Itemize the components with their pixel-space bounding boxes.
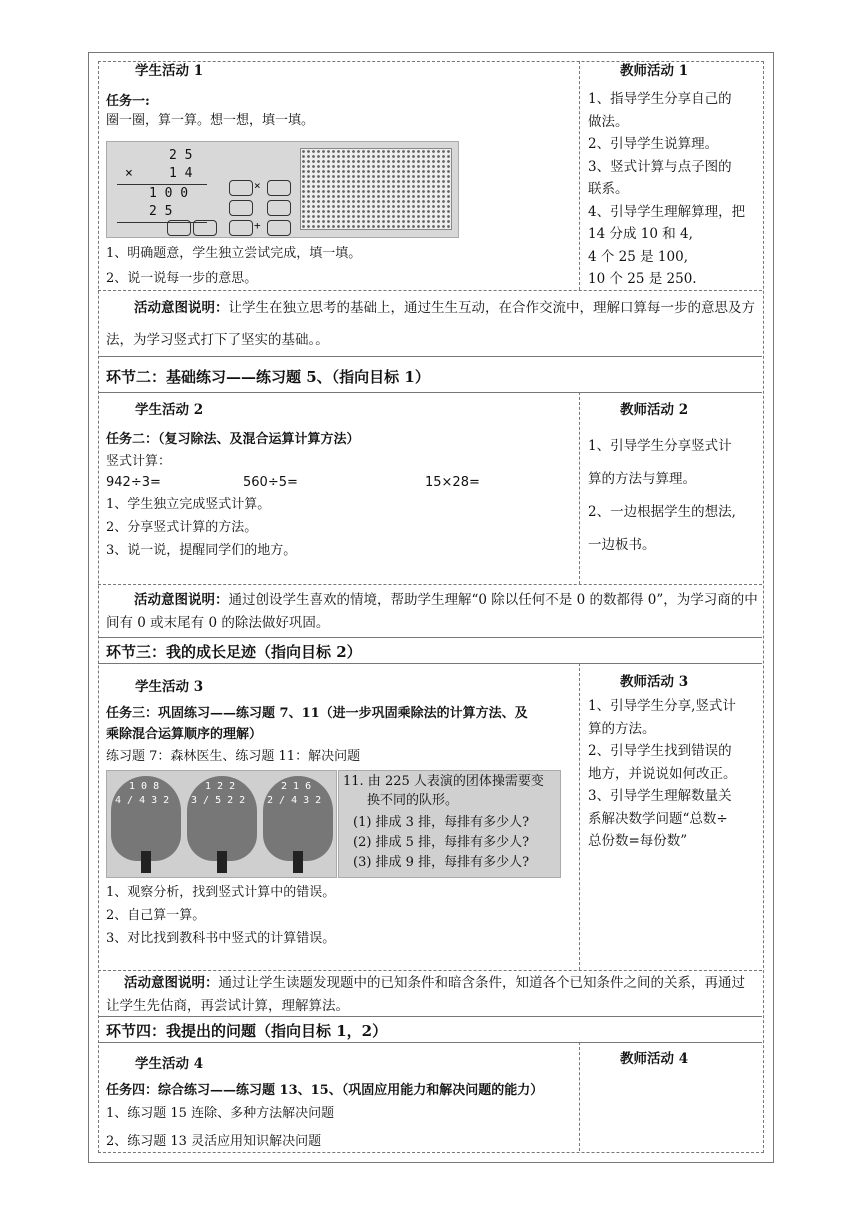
intent-text: 通过创设学生喜欢的情境，帮助学生理解“0 除以任何不是 0 的数都得 0”，为学习商的中间有 0 或末尾有 0 的除法做好巩固。	[106, 592, 758, 631]
answer-box	[229, 200, 253, 216]
teacher-item: 系解决数学问题“总数÷	[588, 810, 728, 827]
row-divider	[98, 584, 762, 585]
answer-box	[193, 220, 217, 236]
teacher-item: 1、引导学生分享,竖式计	[588, 698, 736, 714]
row-divider	[98, 356, 762, 357]
column-divider	[579, 61, 580, 290]
student-activity-title: 学生活动 1	[135, 63, 204, 79]
step-item: 2、练习题 13 灵活应用知识解决问题	[106, 1134, 322, 1149]
teacher-item: 做法。	[588, 113, 629, 130]
teacher-item: 10 个 25 是 250.	[588, 271, 697, 287]
intent-text: 让学生在独立思考的基础上，通过生生互动，在合作交流中，理解口算每一步的意思及方法，为学习竖式打下了坚实的基础。。	[106, 300, 755, 348]
teacher-item: 4 个 25 是 100,	[588, 248, 688, 265]
task-description: 圈一圈，算一算。想一想，填一填。	[106, 113, 315, 128]
teacher-item: 14 分成 10 和 4,	[588, 226, 693, 242]
problem-text: 11. 由 225 人表演的团体操需要变	[343, 774, 544, 789]
calculation-figure	[106, 141, 459, 238]
step-item: 1、观察分析，找到竖式计算中的错误。	[106, 885, 336, 900]
task-sub: 竖式计算：	[106, 454, 172, 469]
step-item: 1、明确题意，学生独立尝试完成，填一填。	[106, 246, 362, 261]
intent-paragraph	[106, 589, 758, 635]
row-divider	[98, 663, 762, 664]
student-activity-title: 学生活动 2	[135, 402, 204, 418]
teacher-item: 3、引导学生理解数量关	[588, 788, 732, 804]
answer-box	[267, 180, 291, 196]
teacher-activity-title: 教师活动 3	[620, 674, 689, 690]
step-item: 1、练习题 15 连除、多种方法解决问题	[106, 1106, 335, 1121]
teacher-item: 1、指导学生分享自己的	[588, 91, 732, 107]
expression: 560÷5=	[243, 475, 298, 490]
step-item: 1、学生独立完成竖式计算。	[106, 497, 271, 512]
task-sub: 练习题 7：森林医生、练习题 11：解决问题	[106, 749, 361, 764]
step-item: 2、分享竖式计算的方法。	[106, 520, 258, 535]
problem-question: (1) 排成 3 排，每排有多少人?	[353, 815, 530, 830]
tree-math: 1 2 2	[205, 781, 236, 792]
row-divider	[98, 970, 762, 971]
column-divider	[579, 392, 580, 584]
intent-label: 活动意图说明：	[134, 592, 229, 608]
calc-top: 2 5	[169, 148, 193, 163]
tree-trunk	[293, 851, 303, 873]
tree-trunk	[217, 851, 227, 873]
answer-box	[229, 220, 253, 236]
expression: 942÷3=	[106, 475, 161, 490]
task-label: 任务一:	[106, 94, 150, 109]
student-activity-title: 学生活动 4	[135, 1056, 204, 1072]
teacher-activity-title: 教师活动 4	[620, 1051, 689, 1067]
problem-text: 换不同的队形。	[367, 793, 459, 808]
intent-text: 通过让学生读题发现题中的已知条件和暗含条件，知道各个已知条件之间的关系，再通过让学生先估商，再尝试计算，理解算法。	[106, 975, 745, 1014]
teacher-activity-list	[588, 88, 758, 291]
times-sign: ×	[254, 179, 261, 192]
section-heading: 环节四：我提出的问题（指向目标 1，2）	[106, 1022, 388, 1040]
section-heading: 环节二：基础练习——练习题 5、（指向目标 1）	[106, 368, 430, 386]
calc-mult: 1 4	[169, 166, 193, 181]
calc-row2: 2 5	[149, 204, 173, 219]
row-divider	[98, 637, 762, 638]
step-item: 3、说一说，提醒同学们的地方。	[106, 543, 297, 558]
task-label: 任务三：巩固练习——练习题 7、11（进一步巩固乘除法的计算方法、及	[106, 706, 528, 721]
teacher-activity-title: 教师活动 1	[620, 63, 689, 79]
problem-11-image	[338, 770, 561, 878]
tree-math: 2 1 6	[281, 781, 312, 792]
student-activity-title: 学生活动 3	[135, 679, 204, 695]
row-divider	[98, 392, 762, 393]
teacher-item: 3、竖式计算与点子图的	[588, 158, 732, 175]
step-item: 3、对比找到教科书中竖式的计算错误。	[106, 931, 336, 946]
problem-question: (3) 排成 9 排，每排有多少人?	[353, 855, 530, 870]
calc-times: ×	[125, 166, 133, 181]
teacher-item: 2、引导学生说算理。	[588, 136, 719, 152]
answer-box	[267, 220, 291, 236]
column-divider	[579, 663, 580, 970]
calc-row1: 1 0 0	[149, 186, 189, 201]
teacher-item: 算的方法。	[588, 720, 656, 737]
tree-math: 1 0 8	[129, 781, 160, 792]
teacher-activity-list	[588, 695, 758, 853]
forest-doctor-image	[106, 770, 337, 878]
calc-line	[117, 184, 207, 185]
teacher-item: 2、引导学生找到错误的	[588, 743, 732, 759]
teacher-item: 1、引导学生分享竖式计	[588, 438, 732, 454]
task-label: 任务二：（复习除法、及混合运算计算方法）	[106, 432, 360, 447]
teacher-item: 总份数=每份数”	[588, 833, 688, 849]
teacher-activity-title: 教师活动 2	[620, 402, 689, 418]
step-item: 2、说一说每一步的意思。	[106, 271, 258, 286]
section-heading: 环节三：我的成长足迹（指向目标 2）	[106, 643, 362, 661]
teacher-item: 4、引导学生理解算理，把	[588, 203, 746, 220]
teacher-activity-list	[588, 430, 758, 562]
column-divider	[579, 1042, 580, 1151]
teacher-item: 2、一边根据学生的想法,	[588, 504, 736, 520]
intent-label: 活动意图说明：	[124, 975, 219, 991]
tree-math: 3 / 5 2 2	[191, 795, 246, 806]
tree-math: 4 / 4 3 2	[115, 795, 170, 806]
intent-paragraph	[106, 972, 758, 1018]
plus-sign: +	[254, 219, 261, 232]
teacher-item: 算的方法与算理。	[588, 471, 696, 487]
answer-box	[229, 180, 253, 196]
teacher-item: 地方，并说说如何改正。	[588, 765, 737, 782]
intent-label: 活动意图说明：	[134, 300, 229, 316]
intent-paragraph	[106, 292, 758, 356]
answer-box	[267, 200, 291, 216]
dot-array-diagram	[300, 148, 452, 230]
answer-box	[167, 220, 191, 236]
expression: 15×28=	[425, 475, 480, 490]
teacher-item: 一边板书。	[588, 537, 656, 553]
problem-question: (2) 排成 5 排，每排有多少人?	[353, 835, 530, 850]
row-divider	[98, 1042, 762, 1043]
tree-math: 2 / 4 3 2	[267, 795, 322, 806]
task-label: 任务四：综合练习——练习题 13、15、（巩固应用能力和解决问题的能力）	[106, 1083, 544, 1098]
tree-trunk	[141, 851, 151, 873]
task-label: 乘除混合运算顺序的理解）	[106, 727, 263, 742]
step-item: 2、自己算一算。	[106, 908, 206, 923]
teacher-item: 联系。	[588, 181, 629, 197]
